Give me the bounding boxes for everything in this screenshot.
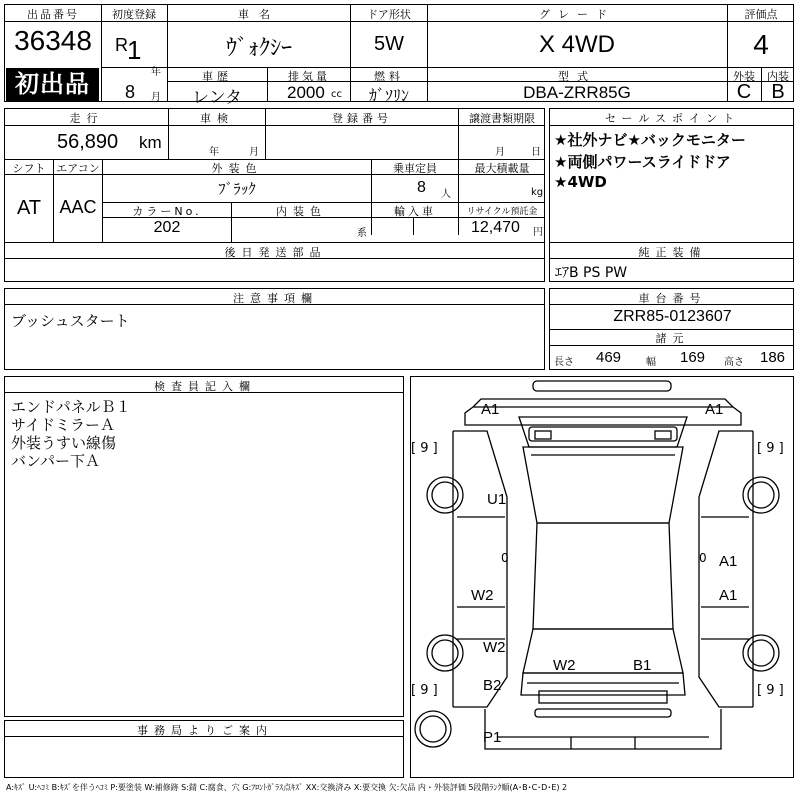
transfer-day-unit: 日	[531, 147, 541, 158]
inspector-block	[4, 376, 404, 717]
car-name: ｳﾞｫｸｼｰ	[225, 36, 292, 61]
mark-nine-front-left: [ 9 ]	[411, 441, 438, 456]
car-outline-diagram	[411, 377, 795, 779]
model-value: DBA-ZRR85G	[523, 83, 631, 102]
aircon-value: AAC	[59, 197, 97, 217]
office-block	[4, 720, 404, 778]
mileage-label: 走行	[69, 112, 104, 125]
capacity-unit: 人	[441, 189, 451, 200]
lot-label: 出品番号	[27, 8, 79, 21]
dimensions-label: 諸元	[655, 332, 690, 345]
history-label: 車歴	[202, 70, 232, 83]
inspection-label: 車検	[200, 112, 234, 125]
later-parts-label: 後日発送部品	[224, 246, 327, 259]
interior-label: 内装	[767, 70, 789, 83]
max-load-unit: kg	[531, 187, 544, 198]
mark-a1-front-right: A1	[705, 401, 724, 418]
equipment-block	[549, 242, 794, 282]
recycle-label: リサイクル預託金	[466, 207, 538, 217]
first-reg-label: 初度登録	[112, 8, 156, 21]
fuel-value: ｶﾞｿﾘﾝ	[368, 86, 409, 105]
era-year: 1	[127, 35, 142, 65]
length-value: 469	[596, 349, 622, 366]
model-label: 型式	[558, 70, 596, 83]
width-label: 幅	[646, 357, 656, 368]
mark-a1-right-door: A1	[719, 553, 738, 570]
inspector-line-1: エンドパネルＢ１	[11, 398, 131, 416]
displacement-value: 2000	[287, 83, 325, 102]
chassis-label: 車台番号	[638, 292, 707, 305]
shift-label: シフト	[12, 162, 46, 175]
mark-zero-right: 0	[699, 551, 707, 565]
chassis-block	[549, 288, 794, 370]
displacement-label: 排気量	[288, 70, 330, 83]
car-name-label: 車名	[238, 8, 280, 21]
year-unit: 年	[151, 67, 161, 78]
capacity-value: 8	[417, 179, 426, 196]
width-value: 169	[680, 349, 706, 366]
interior-color-label: 内装色	[276, 205, 327, 218]
history-value: レンタ	[192, 88, 242, 108]
sales-points-label: セールスポイント	[604, 112, 740, 125]
mark-u1-left: U1	[487, 491, 507, 508]
sales-points-block	[549, 108, 794, 243]
door-label: ドア形状	[367, 8, 411, 21]
aircon-label: エアコン	[56, 162, 100, 175]
inspector-label: 検査員記入欄	[154, 380, 256, 393]
inspector-line-4: バンパー下Ａ	[11, 452, 100, 470]
details-block	[4, 108, 545, 243]
month-unit: 月	[151, 92, 161, 103]
height-value: 186	[760, 349, 786, 366]
recycle-unit: 円	[533, 227, 543, 238]
plate-label: 登録番号	[332, 112, 392, 125]
recycle-value: 12,470	[471, 219, 520, 236]
mark-nine-front-right: [ 9 ]	[757, 441, 784, 456]
office-label: 事務局よりご案内	[137, 724, 273, 737]
mileage-unit: km	[139, 133, 162, 152]
fuel-label: 燃料	[374, 70, 404, 83]
interior-color-unit: 系	[357, 228, 367, 239]
score-label: 評価点	[744, 8, 778, 21]
score-value: 4	[753, 29, 769, 60]
color-no-value: 202	[153, 219, 181, 236]
exterior-label: 外装	[733, 70, 755, 83]
max-load-label: 最大積載量	[474, 162, 530, 175]
equipment-label: 純正装備	[638, 246, 707, 259]
lot-number: 36348	[14, 25, 92, 56]
grade-label: グレード	[539, 8, 615, 21]
mark-nine-rear-left: [ 9 ]	[411, 683, 438, 698]
color-no-label: カラーNo.	[132, 205, 202, 218]
inspector-line-2: サイドミラーＡ	[11, 416, 115, 434]
import-label: 輸入車	[394, 205, 436, 218]
door-value: 5W	[374, 33, 404, 55]
sales-point-3: ★4WD	[554, 173, 607, 191]
first-reg-month: 8	[125, 82, 136, 102]
chassis-value: ZRR85-0123607	[613, 308, 732, 325]
mark-w2-tail: W2	[553, 657, 576, 674]
mark-nine-rear-right: [ 9 ]	[757, 683, 784, 698]
notes-block	[4, 288, 545, 370]
inspection-year-unit: 年	[209, 147, 219, 158]
mark-a1-right-rear: A1	[719, 587, 738, 604]
mark-a1-front-left: A1	[481, 401, 500, 418]
first-listing-badge: 初出品	[6, 68, 99, 101]
displacement-unit: cc	[331, 89, 342, 100]
exterior-color-label: 外装色	[211, 162, 263, 175]
grade-value: X 4WD	[538, 31, 615, 58]
mark-w2-left-rear: W2	[483, 639, 506, 656]
inspection-month-unit: 月	[249, 147, 259, 158]
mark-zero-left: 0	[501, 551, 509, 565]
inspector-line-3: 外装うすい線傷	[11, 434, 117, 452]
interior-grade: B	[771, 81, 785, 103]
mileage-value: 56,890	[57, 131, 119, 153]
header-block	[4, 4, 794, 108]
mark-w2-left-door: W2	[471, 587, 494, 604]
exterior-grade: C	[736, 81, 752, 103]
transfer-label: 譲渡書類期限	[469, 112, 535, 125]
height-label: 高さ	[724, 357, 744, 368]
mark-b2-left: B2	[483, 677, 502, 694]
capacity-label: 乗車定員	[393, 162, 437, 175]
mark-b1-tail: B1	[633, 657, 652, 674]
later-parts-block	[4, 242, 545, 282]
sales-point-1: ★社外ナビ★バックモニター	[554, 131, 746, 149]
transfer-month-unit: 月	[495, 147, 505, 158]
sales-point-2: ★両側パワースライドドア	[554, 153, 731, 171]
equipment-value: ｴｱB PS PW	[555, 265, 628, 281]
exterior-color-value: ﾌﾞﾗｯｸ	[218, 180, 256, 198]
notes-value: ブッシュスタート	[11, 312, 130, 330]
legend-text: A:ｷｽﾞ U:ﾍｺﾐ B:ｷｽﾞを伴うﾍｺﾐ P:要塗装 W:補修跡 S:錆 C:腐食、穴 G:ﾌﾛﾝﾄｶﾞﾗｽ点ｷｽﾞ XX:交換済み X:要交換 欠:欠品 内・外装評価 5段階ﾗﾝｸ順(A･B･C･D･E) 2	[6, 783, 568, 792]
mark-p1: P1	[483, 729, 502, 746]
notes-label: 注意事項欄	[233, 292, 318, 305]
length-label: 長さ	[554, 357, 574, 368]
car-diagram	[410, 376, 794, 778]
shift-value: AT	[16, 197, 42, 219]
era: R	[115, 35, 128, 55]
